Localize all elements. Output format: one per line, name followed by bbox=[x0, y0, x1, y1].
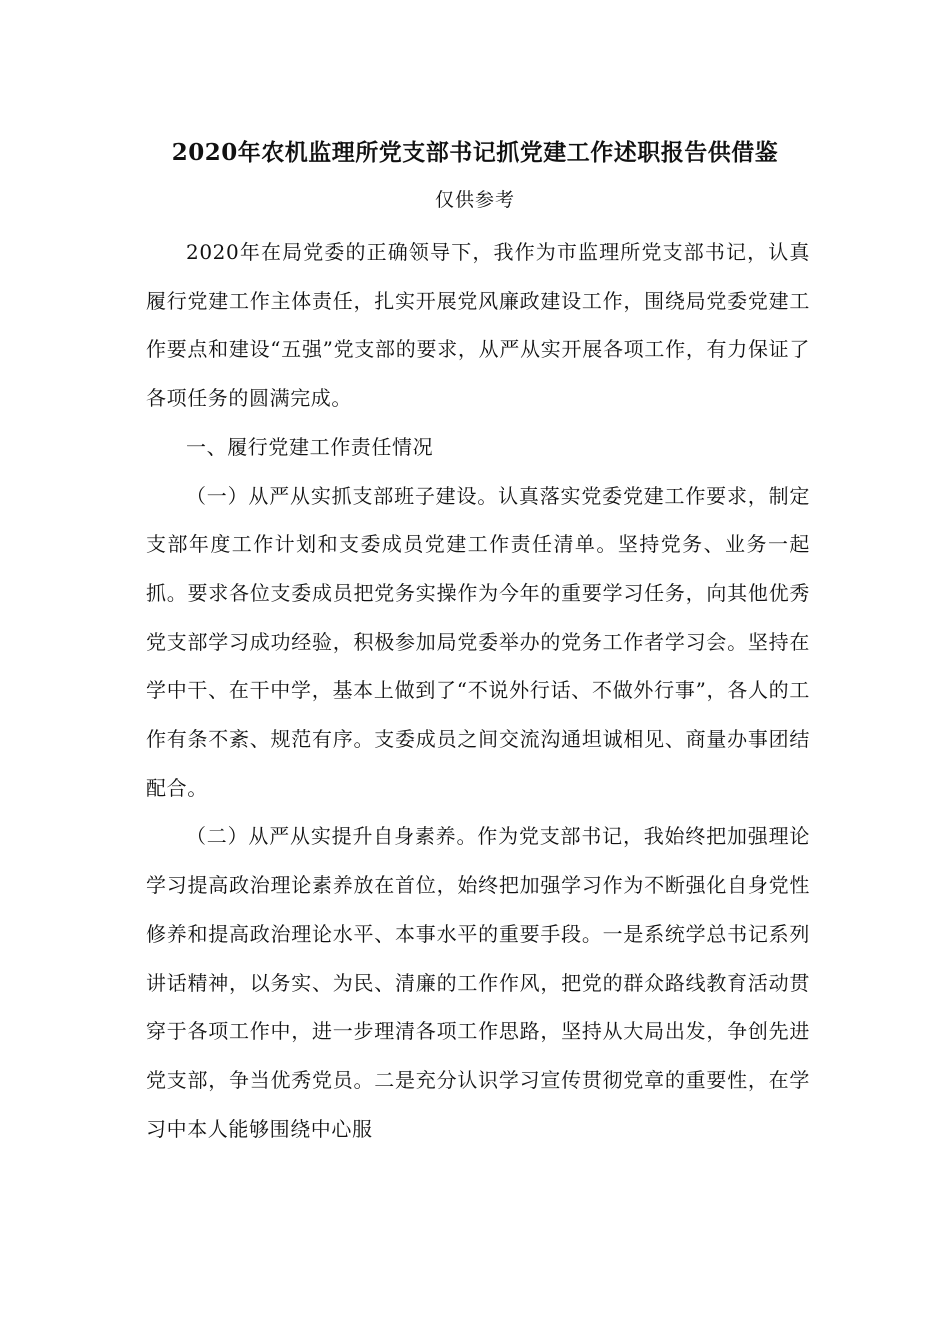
document-subtitle: 仅供参考 bbox=[434, 189, 515, 211]
document-title: 2020年农机监理所党支部书记抓党建工作述职报告供借鉴 bbox=[171, 139, 779, 166]
document-body bbox=[146, 228, 810, 1153]
intro-paragraph: 2020年在局党委的正确领导下，我作为市监理所党支部书记，认真履行党建工作主体责任，扎实开展党风廉政建设工作，围绕局党委党建工作要点和建设“五强”党支部的要求，从严从实开展各项工作，有力保证了各项任务的圆满完成。 bbox=[146, 240, 810, 411]
body-paragraph-1: （一）从严从实抓支部班子建设。认真落实党委党建工作要求，制定支部年度工作计划和支委成员党建工作责任清单。坚持党务、业务一起抓。要求各位支委成员把党务实操作为今年的重要学习任务，向其他优秀党支部学习成功经验，积极参加局党委举办的党务工作者学习会。坚持在学中干、在干中学，基本上做到了“不说外行话、不做外行事”，各人的工作有条不紊、规范有序。支委成员之间交流沟通坦诚相见、商量办事团结配合。 bbox=[146, 483, 810, 800]
body-paragraph-2: （二）从严从实提升自身素养。作为党支部书记，我始终把加强理论学习提高政治理论素养放在首位，始终把加强学习作为不断强化自身党性修养和提高政治理论水平、本事水平的重要手段。一是系统学总书记系列讲话精神，以务实、为民、清廉的工作作风，把党的群众路线教育活动贯穿于各项工作中，进一步理清各项工作思路，坚持从大局出发，争创先进党支部，争当优秀党员。二是充分认识学习宣传贯彻党章的重要性，在学习中本人能够围绕中心服 bbox=[146, 824, 810, 1141]
section-heading: 一、履行党建工作责任情况 bbox=[186, 434, 434, 459]
